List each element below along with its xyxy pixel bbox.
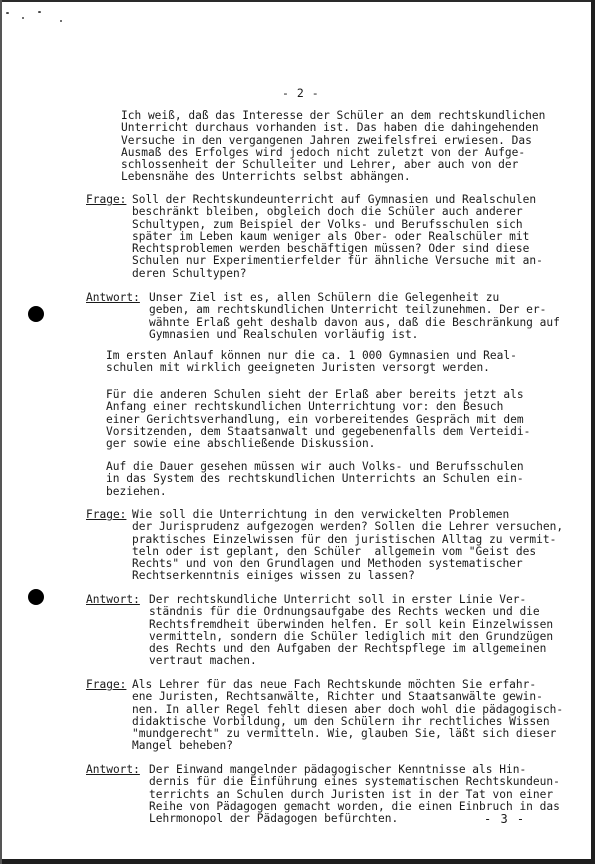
antwort-1-paragraph-2: Im ersten Anlauf können nur die ca. 1 000 Gymnasien und Real- schulen mit wirklich geeigneten Juristen versorgt werden. [106,349,517,375]
antwort-label: Antwort: [86,291,140,304]
scan-speck [60,20,62,22]
page-number-top: - 2 - [282,86,320,100]
antwort-1-paragraph-3: Für die anderen Schulen sieht der Erlaß aber bereits jetzt als Anfang einer rechtskundlichen Unterrichtung vor: den Besuch einer Gerichtsverhandlung, ein vorbereitendes Gespräch mit dem Vorsitzenden, dem Staatsanwalt und gegebenenfalls dem Verteidi- ger sowie eine abschließende Diskussion. [106,388,531,451]
antwort-label: Antwort: [86,593,140,606]
punch-hole [28,589,44,605]
scan-edge-bottom [0,859,595,864]
frage-2-text: Wie soll die Unterrichtung in den verwickelten Problemen der Jurisprudenz aufgezogen werden? Sollen die Lehrer versuchen, praktisches Einzelwissen für den juristischen Alltag zu vermit- teln oder ist geplant, den Schüler allgemein vom "Geist des Rechts" und von den Grundlagen und Methoden systematischer Rechtserkenntnis einiges wissen zu lassen? [132,508,564,583]
frage-label: Frage: [86,193,127,206]
scan-edge-top [0,0,595,8]
frage-label: Frage: [86,678,127,691]
frage-label: Frage: [86,508,127,521]
punch-hole [28,306,44,322]
frage-3-text: Als Lehrer für das neue Fach Rechtskunde möchten Sie erfahr- ene Juristen, Rechtsanwälte, Richter und Staatsanwälte gewin- nen. In aller Regel fehlt diesen aber doch wohl die pädagogisch- didaktische Vorbildung, um den Schülern ihr rechtliches Wissen "mundgerecht" zu vermitteln. Wie, glauben Sie, läßt sich dieser Mangel beheben? [132,678,564,753]
scan-edge-left [0,0,2,864]
scan-speck [38,11,41,13]
scan-speck [6,12,9,14]
antwort-1-text: Unser Ziel ist es, allen Schülern die Gelegenheit zu geben, am rechtskundlichen Unterricht teilzunehmen. Der er- wähnte Erlaß geht deshalb davon aus, daß die Beschränkung auf Gymnasien und Realschulen vorläufig ist. [149,291,560,341]
page-number-bottom: - 3 - [484,812,526,826]
frage-1-text: Soll der Rechtskundeunterricht auf Gymnasien und Realschulen beschränkt bleiben, obgleich doch die Schüler auch anderer Schultypen, zum Beispiel der Volks- und Berufsschulen sich später im Leben kaum weniger als Ober- oder Realschüler mit Rechtsproblemen werden beschäftigen müssen? Oder sind diese Schulen nur Experimentierfelder für ähnliche Versuche mit an- deren Schultypen? [132,193,543,280]
antwort-label: Antwort: [86,763,140,776]
scan-speck [22,17,24,19]
antwort-3-text: Der Einwand mangelnder pädagogischer Kenntnisse als Hin- dernis für die Einführung eines systematischen Rechtskundeun- terrichts an Schulen durch Juristen ist in der Tat von einer Reihe von Pädagogen gemacht worden, die einen Einbruch in das Lehrmonopol der Pädagogen befürchten. [149,763,560,826]
antwort-2-text: Der rechtskundliche Unterricht soll in erster Linie Ver- ständnis für die Ordnungsaufgabe des Rechts wecken und die Rechtsfremdheit überwinden helfen. Er soll kein Einzelwissen vermitteln, sondern die Schüler lediglich mit den Grundzügen des Rechts und den Aufgaben der Rechtspflege im allgemeinen vertraut machen. [149,593,554,668]
scan-edge-right [591,0,595,864]
intro-paragraph: Ich weiß, daß das Interesse der Schüler an dem rechtskundlichen Unterricht durchaus vorhanden ist. Das haben die dahingehenden Versuche in den vergangenen Jahren zweifelsfrei erwiesen. Das Ausmaß des Erfolges wird jedoch nicht zuletzt von der Aufge- schlossenheit der Schulleiter und Lehrer, aber auch von der Lebensnähe des Unterrichts selbst abhängen. [121,109,546,184]
antwort-1-paragraph-4: Auf die Dauer gesehen müssen wir auch Volks- und Berufsschulen in das System des rechtskundlichen Unterrichts an Schulen ein- beziehen. [106,460,524,498]
